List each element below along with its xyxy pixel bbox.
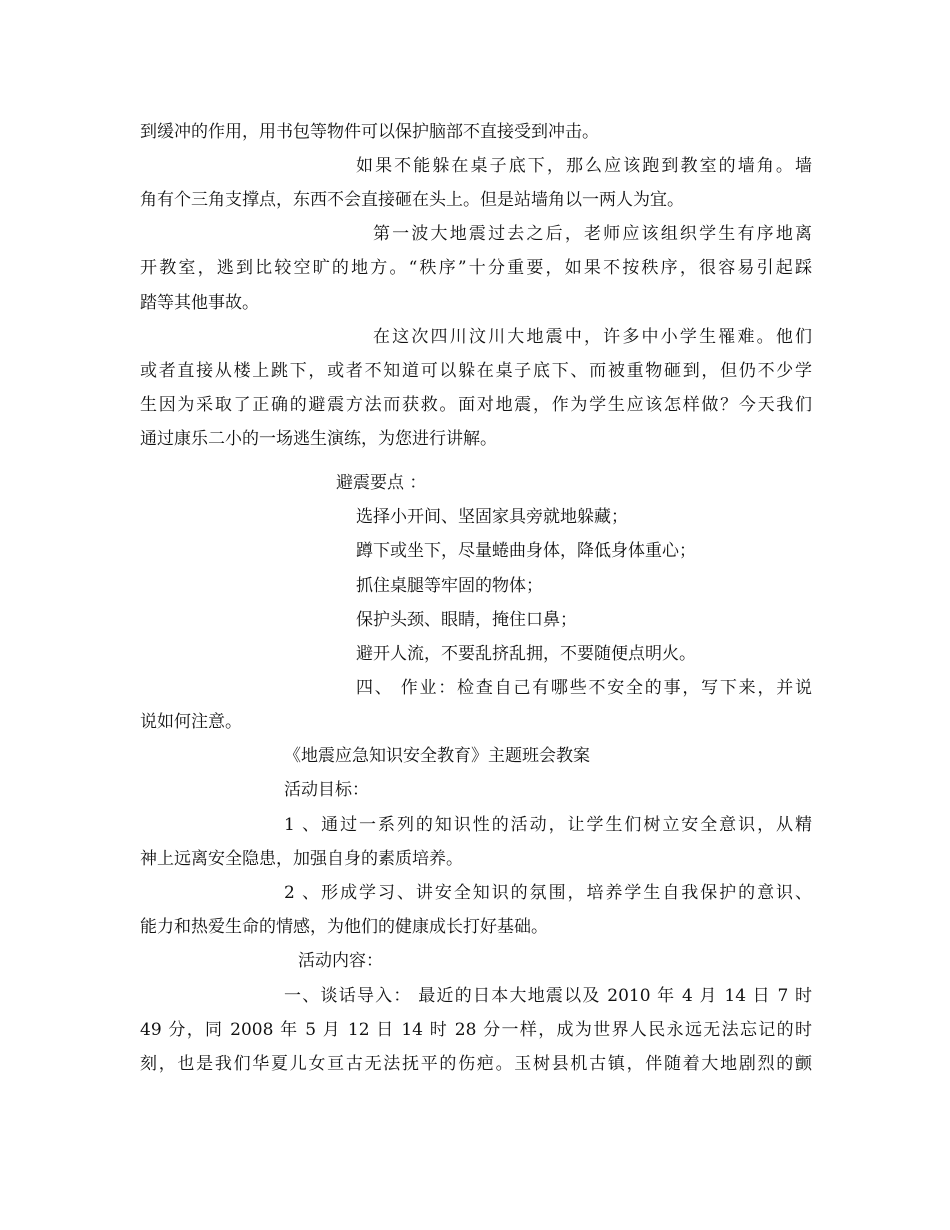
- text-line: 神上远离安全隐患，加强自身的素质培养。: [140, 849, 463, 869]
- document-title: 《地震应急知识安全教育》主题班会教案: [284, 746, 590, 766]
- text-line: 在这次四川汶川大地震中，许多中小学生罹难。他们: [373, 327, 812, 347]
- list-item: 选择小开间、坚固家具旁就地躲藏；: [356, 507, 628, 527]
- text-line: 2 、形成学习、讲安全知识的氛围，培养学生自我保护的意识、: [284, 883, 812, 903]
- text-line: 49 分，同 2008 年 5 月 12 日 14 时 28 分一样，成为世界人民永远无法忘记的时: [140, 1020, 812, 1040]
- list-item: 蹲下或坐下，尽量蜷曲身体，降低身体重心；: [356, 541, 696, 561]
- text-line: 能力和热爱生命的情感，为他们的健康成长打好基础。: [140, 917, 548, 937]
- text-line: 说如何注意。: [140, 712, 242, 732]
- section-heading: 活动目标：: [284, 780, 369, 800]
- text-line: 生因为采取了正确的避震方法而获救。面对地震，作为学生应该怎样做？今天我们: [140, 395, 812, 415]
- text-line: 开教室，逃到比较空旷的地方。“秩序”十分重要，如果不按秩序，很容易引起踩: [140, 258, 812, 278]
- text-line: 角有个三角支撑点，东西不会直接砸在头上。但是站墙角以一两人为宜。: [140, 190, 684, 210]
- section-heading: 活动内容：: [298, 951, 383, 971]
- text-line: 踏等其他事故。: [140, 293, 259, 313]
- text-line: 第一波大地震过去之后，老师应该组织学生有序地离: [373, 224, 812, 244]
- text-line: 刻，也是我们华夏儿女亘古无法抚平的伤疤。玉树县机古镇，伴随着大地剧烈的颤: [140, 1054, 812, 1074]
- text-line: 如果不能躲在桌子底下，那么应该跑到教室的墙角。墙: [356, 156, 812, 176]
- text-line: 一、谈话导入： 最近的日本大地震以及 2010 年 4 月 14 日 7 时: [284, 986, 812, 1006]
- text-line: 或者直接从楼上跳下，或者不知道可以躲在桌子底下、而被重物砸到，但仍不少学: [140, 361, 812, 381]
- list-item: 避开人流，不要乱挤乱拥，不要随便点明火。: [356, 644, 696, 664]
- text-line: 通过康乐二小的一场逃生演练，为您进行讲解。: [140, 429, 497, 449]
- text-line: 1 、通过一系列的知识性的活动，让学生们树立安全意识，从精: [284, 815, 812, 835]
- text-line: 到缓冲的作用，用书包等物件可以保护脑部不直接受到冲击。: [140, 122, 599, 142]
- list-item: 保护头颈、眼睛，掩住口鼻；: [356, 610, 577, 630]
- section-heading: 避震要点 ：: [336, 473, 427, 493]
- text-line: 四、 作业：检查自己有哪些不安全的事，写下来，并说: [356, 678, 812, 698]
- list-item: 抓住桌腿等牢固的物体；: [356, 576, 543, 596]
